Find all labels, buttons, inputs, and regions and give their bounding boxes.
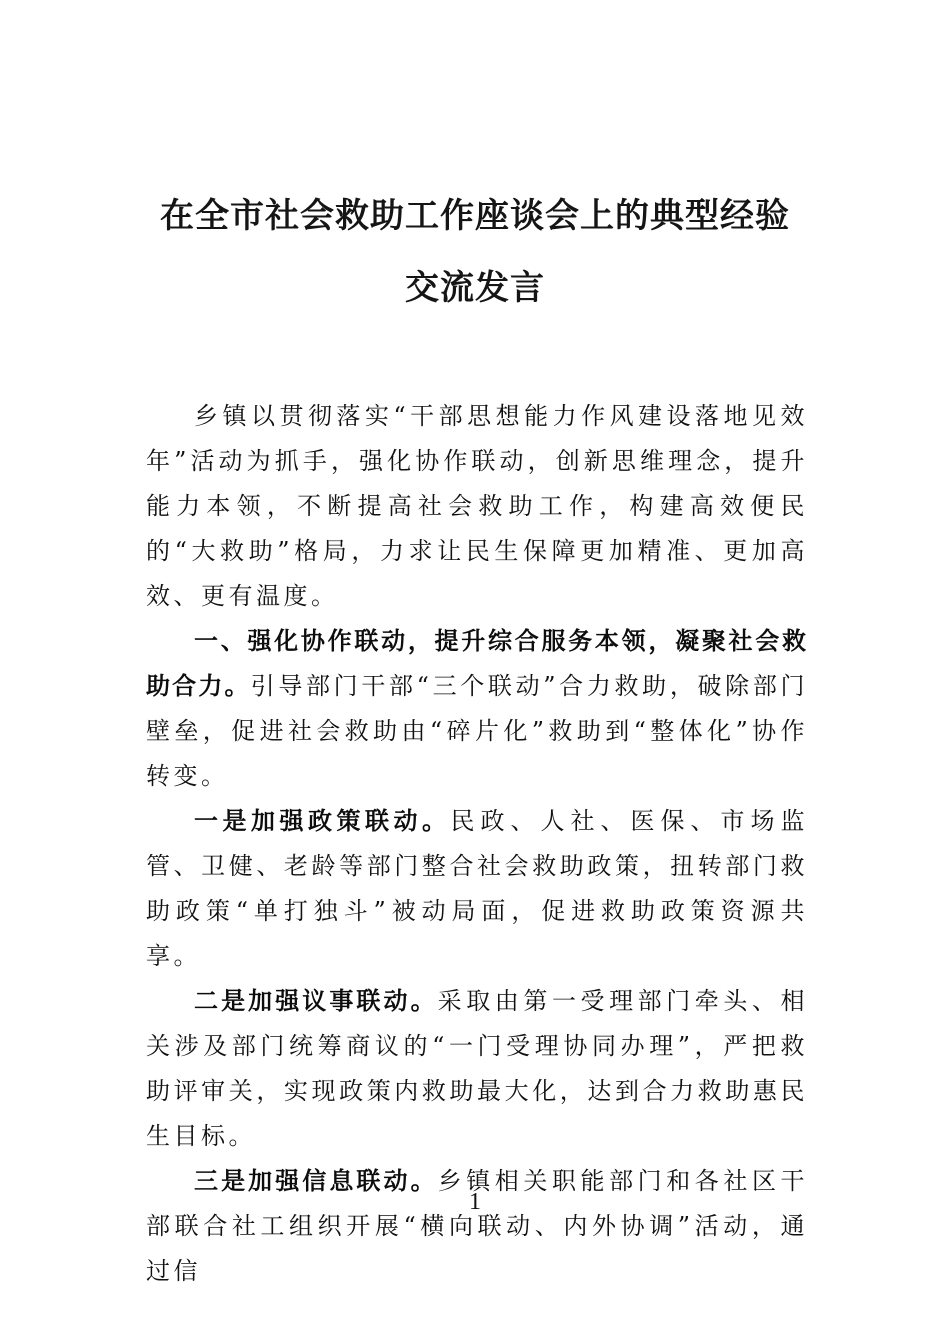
paragraph-point-2	[146, 979, 808, 1159]
document-title-line-1: 在全市社会救助工作座谈会上的典型经验	[160, 196, 790, 236]
paragraph-intro	[146, 394, 808, 619]
paragraph-lead: 二是加强议事联动。	[194, 987, 438, 1015]
document-title-line-2: 交流发言	[405, 268, 545, 308]
paragraph-point-3	[146, 1159, 808, 1294]
paragraph-point-1	[146, 799, 808, 979]
paragraph-text: 乡镇相关职能部门和各社区干部联合社工组织开展“横向联动、内外协调”活动，通过信	[146, 1167, 809, 1285]
paragraph-text: 乡镇以贯彻落实“干部思想能力作风建设落地见效年”活动为抓手，强化协作联动，创新思维理念，提升能力本领，不断提高社会救助工作，构建高效便民的“大救助”格局，力求让民生保障更加精准、更加高效、更有温度。	[146, 402, 808, 610]
paragraph-text: 民政、人社、医保、市场监管、卫健、老龄等部门整合社会救助政策，扭转部门救助政策“单打独斗”被动局面，促进救助政策资源共享。	[146, 807, 808, 970]
paragraph-text: 采取由第一受理部门牵头、相关涉及部门统筹商议的“一门受理协同办理”，严把救助评审关，实现政策内救助最大化，达到合力救助惠民生目标。	[146, 987, 809, 1150]
paragraph-section-1	[146, 619, 808, 799]
paragraph-lead: 三是加强信息联动。	[194, 1167, 438, 1195]
paragraph-lead: 一是加强政策联动。	[194, 807, 451, 835]
document-body	[146, 394, 808, 1294]
paragraph-text: 引导部门干部“三个联动”合力救助，破除部门壁垒，促进社会救助由“碎片化”救助到“整体化”协作转变。	[146, 672, 809, 790]
page-number: 1	[469, 1189, 481, 1215]
paragraph-lead: 一、强化协作联动，提升综合服务本领，凝聚社会救助合力。	[146, 627, 808, 700]
